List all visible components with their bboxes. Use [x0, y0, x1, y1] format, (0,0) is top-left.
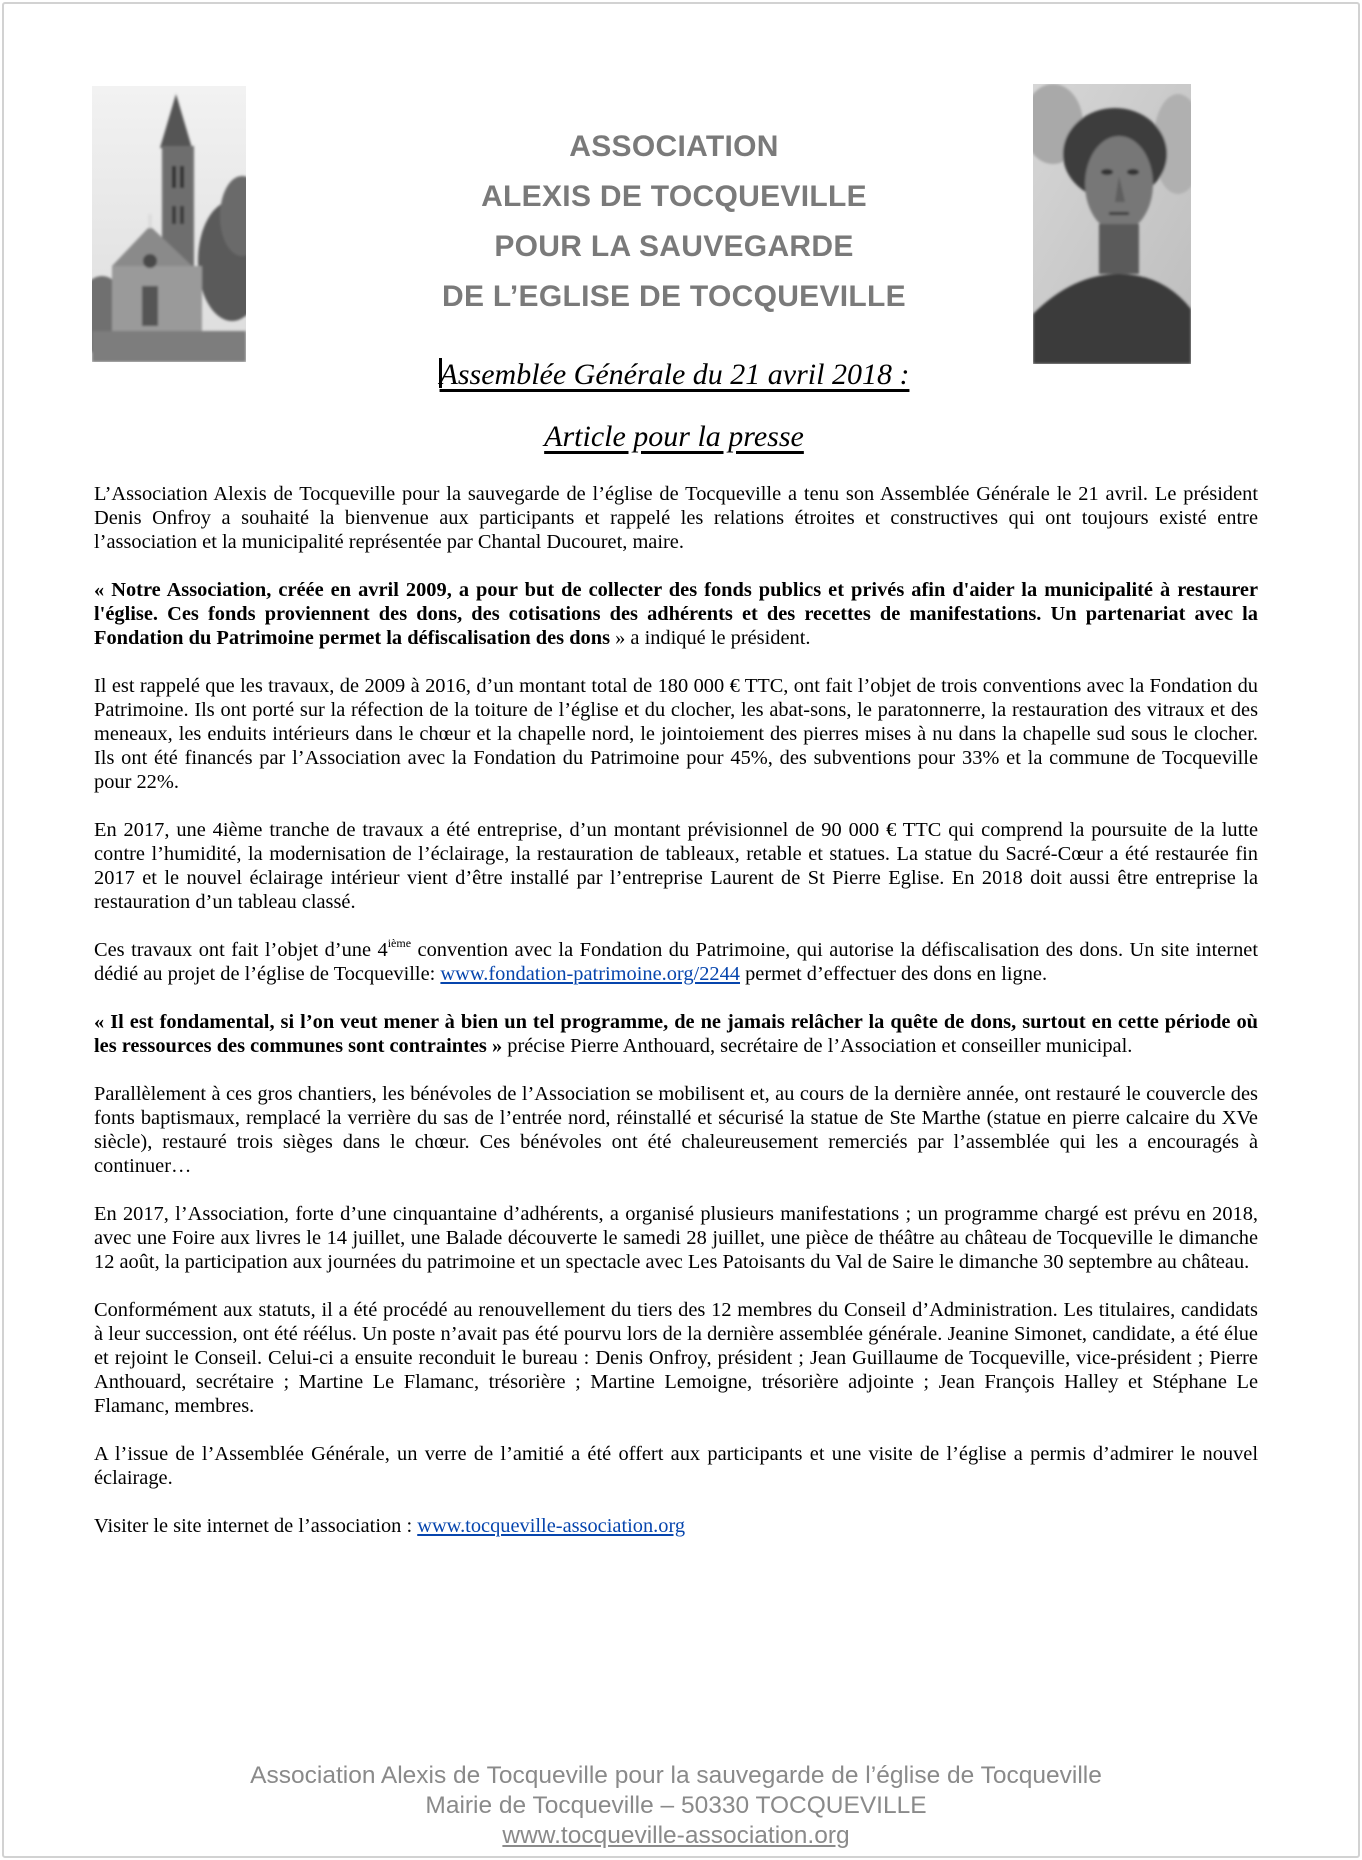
paragraph-5-b: convention avec la Fondation du Patrimoine, qui autorise la défiscalisation des dons. Un site internet dédié au projet de l’église de Tocqueville:: [94, 939, 1259, 985]
meeting-subtitle: [294, 358, 1054, 392]
paragraph-2-rest: » a indiqué le président.: [610, 627, 811, 649]
paragraph-11: [94, 1514, 1258, 1538]
paragraph-2: [94, 578, 1258, 650]
meeting-subtitle-text: Assemblée Générale du 21 avril 2018 :: [439, 358, 910, 391]
fondation-patrimoine-link[interactable]: www.fondation-patrimoine.org/2244: [440, 963, 740, 985]
heading-line-4: DE L’EGLISE DE TOCQUEVILLE: [442, 280, 906, 313]
church-photo: [92, 86, 246, 362]
footer-line-1: Association Alexis de Tocqueville pour la sauvegarde de l’église de Tocqueville: [250, 1762, 1102, 1789]
paragraph-6-quote: « Il est fondamental, si l’on veut mener à bien un tel programme, de ne jamais relâcher la quête de dons, surtout en cette période où les ressources des communes sont contraintes »: [94, 1011, 1258, 1057]
paragraph-8: En 2017, l’Association, forte d’une cinquantaine d’adhérents, a organisé plusieurs manifestations ; un programme chargé est prévu en 2018, avec une Foire aux livres le 14 juillet, une Balade découverte le samedi 28 juillet, une pièce de théâtre au château de Tocqueville le dimanche 12 août, la participation aux journées du patrimoine et un spectacle avec Les Patoisants du Val de Saire le dimanche 30 septembre au château.: [94, 1203, 1258, 1273]
footer-line-2: Mairie de Tocqueville – 50330 TOCQUEVILLE: [425, 1792, 927, 1819]
article-body: [94, 482, 1258, 1562]
paragraph-6: [94, 1010, 1258, 1058]
heading-line-2: ALEXIS DE TOCQUEVILLE: [481, 180, 867, 213]
heading-line-3: POUR LA SAUVEGARDE: [494, 230, 854, 263]
page-footer: [94, 1761, 1258, 1851]
paragraph-6-rest: précise Pierre Anthouard, secrétaire de l’Association et conseiller municipal.: [502, 1035, 1133, 1057]
heading-line-1: ASSOCIATION: [569, 130, 779, 163]
paragraph-9: Conformément aux statuts, il a été procédé au renouvellement du tiers des 12 membres du Conseil d’Administration. Les titulaires, candidats à leur succession, ont été réélus. Un poste n’avait pas été pourvu lors de la dernière assemblée générale. Jeanine Simonet, candidate, a été élue et rejoint le Conseil. Celui-ci a ensuite reconduit le bureau : Denis Onfroy, président ; Jean Guillaume de Tocqueville, vice-président ; Pierre Anthouard, secrétaire ; Martine Le Flamanc, trésorière ; Martine Lemoigne, trésorière adjointe ; Jean François Halley et Stéphane Le Flamanc, membres.: [94, 1299, 1258, 1417]
paragraph-4: En 2017, une 4ième tranche de travaux a été entreprise, d’un montant prévisionnel de 90 000 € TTC qui comprend la poursuite de la lutte contre l’humidité, la modernisation de l’éclairage, la restauration de tableaux, retable et statues. La statue du Sacré-Cœur a été restaurée fin 2017 et le nouvel éclairage intérieur vient d’être installé par l’entreprise Laurent de St Pierre Eglise. En 2018 doit aussi être entreprise la restauration d’un tableau classé.: [94, 819, 1258, 913]
paragraph-5-c: permet d’effectuer des dons en ligne.: [740, 963, 1048, 985]
paragraph-10: A l’issue de l’Assemblée Générale, un verre de l’amitié a été offert aux participants et une visite de l’église a permis d’admirer le nouvel éclairage.: [94, 1443, 1258, 1489]
visit-site-text: Visiter le site internet de l’association :: [94, 1515, 418, 1537]
press-article-subtitle: Article pour la presse: [544, 420, 804, 453]
paragraph-3: Il est rappelé que les travaux, de 2009 à 2016, d’un montant total de 180 000 € TTC, ont fait l’objet de trois conventions avec la Fondation du Patrimoine. Ils ont porté sur la réfection de la toiture de l’église et du clocher, les abat-sons, le paratonnerre, la restauration des vitraux et des meneaux, les enduits intérieurs dans le chœur et la chapelle nord, le jointoiement des pierres mises à nu dans la chapelle sud sous le clocher. Ils ont été financés par l’Association avec la Fondation du Patrimoine pour 45%, des subventions pour 33% et la commune de Tocqueville pour 22%.: [94, 675, 1258, 793]
bust-statue-photo: [1033, 84, 1191, 364]
paragraph-5-a: Ces travaux ont fait l’objet d’une 4: [94, 939, 388, 961]
document-page: [2, 2, 1360, 1858]
paragraph-1: L’Association Alexis de Tocqueville pour la sauvegarde de l’église de Tocqueville a tenu son Assemblée Générale le 21 avril. Le président Denis Onfroy a souhaité la bienvenue aux participants et rappelé les relations étroites et constructives qui ont toujours existé entre l’association et la municipalité représentée par Chantal Ducouret, maire.: [94, 483, 1258, 553]
paragraph-5: [94, 938, 1258, 986]
paragraph-2-quote: « Notre Association, créée en avril 2009, a pour but de collecter des fonds publics et privés afin d'aider la municipalité à restaurer l'église. Ces fonds proviennent des dons, des cotisations des adhérents et des recettes de manifestations. Un partenariat avec la Fondation du Patrimoine permet la défiscalisation des dons: [94, 579, 1258, 649]
paragraph-7: Parallèlement à ces gros chantiers, les bénévoles de l’Association se mobilisent et, au cours de la dernière année, ont restauré le couvercle des fonts baptismaux, remplacé la verrière du sas de l’entrée nord, réinstallé et sécurisé la statue de Ste Marthe (statue en pierre calcaire du XVe siècle), restauré trois sièges dans le chœur. Ces bénévoles ont été chaleureusement remerciés par l’assemblée qui les a encouragés à continuer…: [94, 1083, 1258, 1177]
paragraph-5-sup: ième: [387, 936, 412, 950]
association-heading: [294, 122, 1054, 322]
association-website-link[interactable]: www.tocqueville-association.org: [417, 1515, 686, 1537]
footer-website: www.tocqueville-association.org: [502, 1822, 850, 1849]
